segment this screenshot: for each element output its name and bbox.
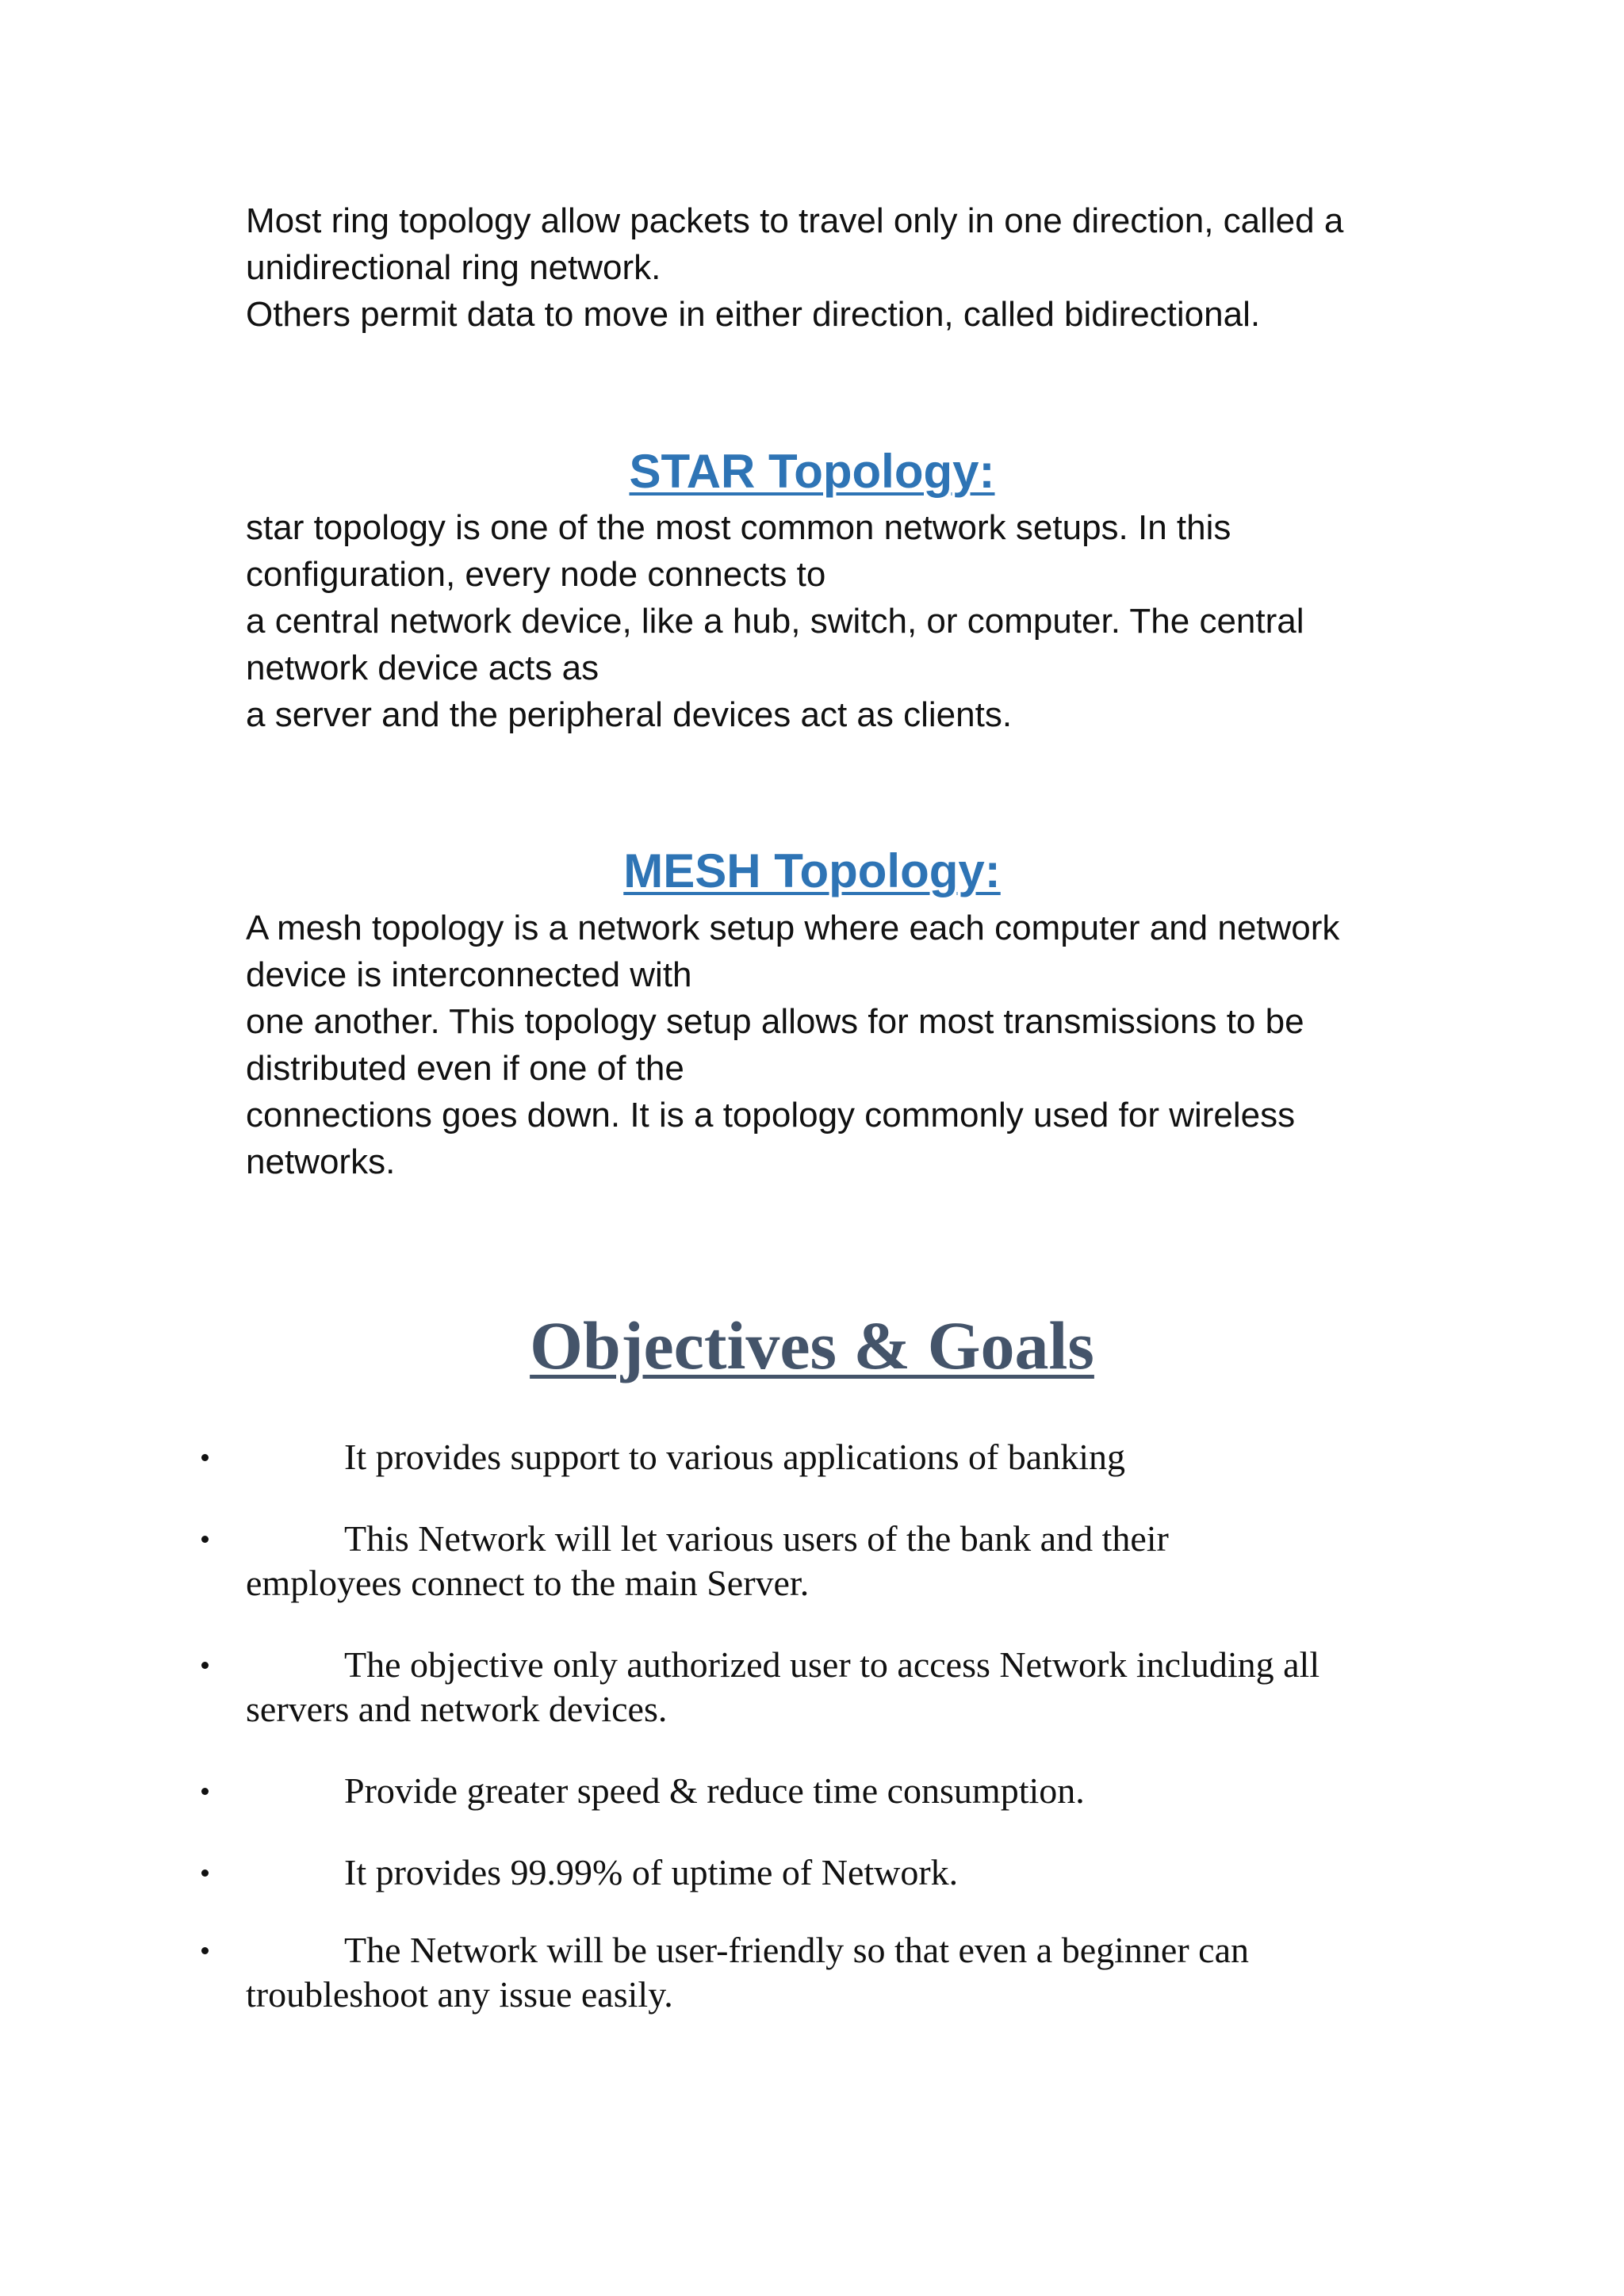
paragraph-line: unidirectional ring network. xyxy=(246,248,661,287)
list-item-text: It provides 99.99% of uptime of Network. xyxy=(344,1852,959,1892)
paragraph-line: connections goes down. It is a topology commonly used for wireless xyxy=(246,1096,1296,1135)
list-item-text: The objective only authorized user to access Network including all xyxy=(344,1644,1320,1685)
paragraph-line: a central network device, like a hub, switch, or computer. The central xyxy=(246,602,1304,641)
paragraph-line: distributed even if one of the xyxy=(246,1049,684,1088)
paragraph-line: one another. This topology setup allows for most transmissions to be xyxy=(246,1002,1304,1041)
list-item-text-continued: troubleshoot any issue easily. xyxy=(246,1974,673,2015)
paragraph-line: device is interconnected with xyxy=(246,955,692,994)
bullet-icon xyxy=(197,1517,213,1561)
paragraph-line: configuration, every node connects to xyxy=(246,555,826,594)
list-item-text-continued: servers and network devices. xyxy=(246,1689,668,1729)
paragraph-line: A mesh topology is a network setup where each computer and network xyxy=(246,909,1340,947)
list-item-text: The Network will be user-friendly so that even a beginner can xyxy=(344,1930,1249,1970)
star-topology-heading: STAR Topology: xyxy=(629,445,995,498)
mesh-topology-heading: MESH Topology: xyxy=(623,844,1001,897)
bullet-icon xyxy=(197,1643,213,1687)
bullet-icon xyxy=(197,1928,213,1973)
paragraph-line: network device acts as xyxy=(246,649,599,687)
paragraph-line: Others permit data to move in either direction, called bidirectional. xyxy=(246,295,1261,334)
list-item-text-continued: employees connect to the main Server. xyxy=(246,1563,810,1603)
list-item-text: It provides support to various applications of banking xyxy=(344,1437,1126,1477)
bullet-icon xyxy=(197,1435,213,1479)
paragraph-line: star topology is one of the most common network setups. In this xyxy=(246,508,1231,547)
objectives-title: Objectives & Goals xyxy=(530,1307,1094,1383)
bullet-icon xyxy=(197,1850,213,1895)
bullet-icon xyxy=(197,1769,213,1813)
list-item-text: This Network will let various users of the bank and their xyxy=(344,1518,1169,1559)
paragraph-line: networks. xyxy=(246,1142,396,1181)
list-item-text: Provide greater speed & reduce time consumption. xyxy=(344,1770,1085,1811)
paragraph-line: a server and the peripheral devices act as clients. xyxy=(246,695,1013,734)
paragraph-line: Most ring topology allow packets to travel only in one direction, called a xyxy=(246,201,1344,240)
